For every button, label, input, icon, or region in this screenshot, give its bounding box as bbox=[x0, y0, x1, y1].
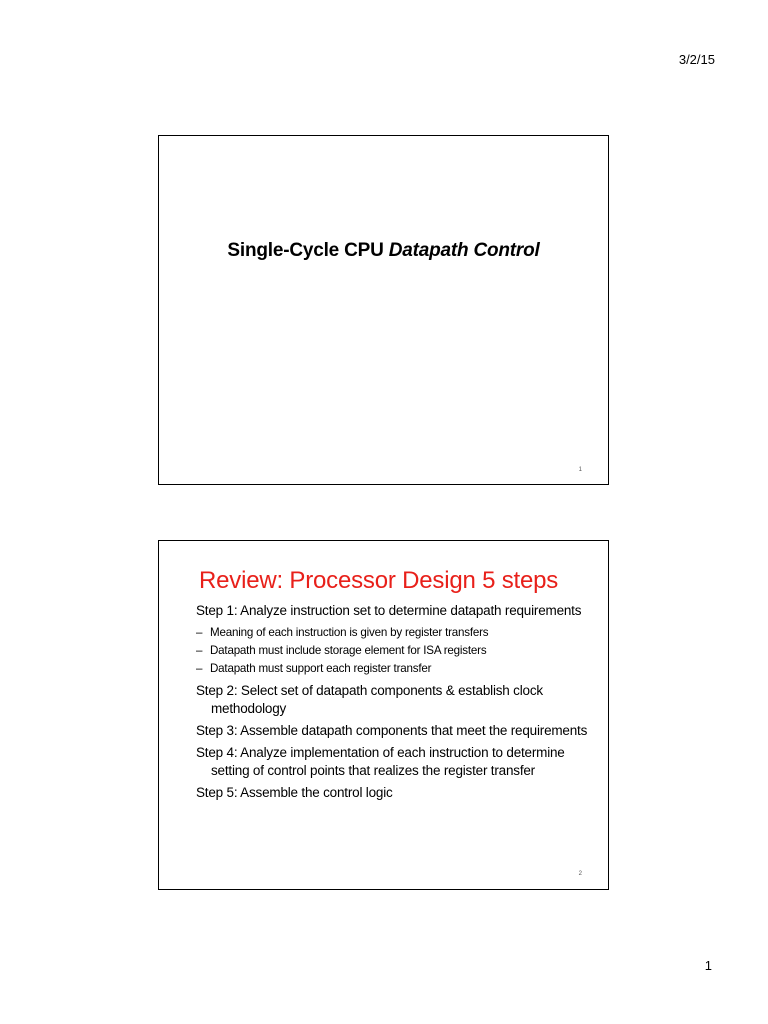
step-1-sub-list bbox=[196, 624, 596, 678]
step-1-sub-item bbox=[196, 660, 596, 678]
step-2: Step 2: Select set of datapath components & establish clock methodology bbox=[196, 683, 543, 716]
step-1-sub-item bbox=[196, 624, 596, 642]
slide-2 bbox=[158, 540, 609, 890]
slide-1 bbox=[158, 135, 609, 485]
slide-1-title-italic: Datapath Control bbox=[388, 240, 540, 261]
page-number: 1 bbox=[704, 958, 712, 973]
step-4: Step 4: Analyze implementation of each instruction to determine setting of control points that realizes the register transfer bbox=[196, 745, 565, 778]
sub-item-text: Datapath must include storage element for ISA registers bbox=[210, 644, 487, 657]
dash-bullet: – bbox=[196, 644, 203, 657]
step-1: Step 1: Analyze instruction set to determine datapath requirements bbox=[196, 603, 582, 618]
slide-2-title: Review: Processor Design 5 steps bbox=[199, 567, 559, 594]
slide-1-number: 1 bbox=[578, 467, 582, 473]
step-1-sub-item bbox=[196, 642, 596, 660]
step-1-details bbox=[196, 624, 596, 678]
page-date: 3/2/15 bbox=[678, 52, 715, 67]
dash-bullet: – bbox=[196, 626, 203, 639]
steps-list bbox=[196, 602, 596, 806]
step-3: Step 3: Assemble datapath components that meet the requirements bbox=[196, 723, 588, 738]
sub-item-text: Datapath must support each register transfer bbox=[210, 662, 432, 675]
dash-bullet: – bbox=[196, 662, 203, 675]
sub-item-text: Meaning of each instruction is given by register transfers bbox=[210, 626, 489, 639]
slide-1-title-plain: Single-Cycle CPU bbox=[227, 240, 389, 261]
slide-1-title bbox=[159, 240, 608, 262]
slide-2-number: 2 bbox=[578, 871, 582, 877]
step-5: Step 5: Assemble the control logic bbox=[196, 785, 393, 800]
